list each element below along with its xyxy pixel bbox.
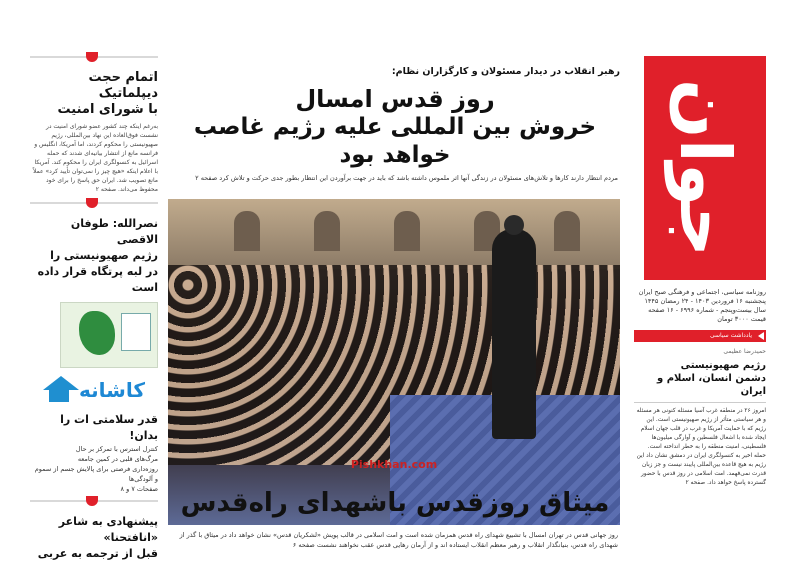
house-icon	[39, 376, 79, 404]
main-photo[interactable]	[168, 199, 620, 525]
left-story-poet[interactable]	[30, 500, 158, 562]
arrow-icon	[758, 332, 764, 340]
section-bar	[634, 330, 766, 342]
watermark-site: Pishkhan.com	[350, 458, 438, 471]
list-item: مرگ‌های قلبی در کمین جامعه	[77, 455, 158, 463]
author-name: حمیدرضا عظیمی	[723, 348, 766, 355]
editorial-body: امروز ۲۶ در منطقه غرب آسیا مسئله کنونی هر مسئله و هر سیاستی متأثر از رژیم صهیونیستی است. این رژیم که با حمایت آمریکا و غرب در قلب جهان اسلام ایجاد شده با اشغال فلسطین و آوارگی میلیون‌ها فلسطینی، امنیت منطقه را به خطر انداخته است. حمله اخیر به کنسولگری ایران در دمشق نشان داد این رژیم به هیچ قاعده بین‌المللی پایبند نیست و جز زبان قدرت نمی‌فهمد. امت اسلامی در روز قدس با حضور گسترده پاسخ خواهد داد. صفحه ۲	[636, 408, 766, 486]
logo-thumbnail	[121, 313, 151, 351]
issue-info	[634, 288, 766, 324]
story-headline: قبل از ترجمه به عربی	[37, 547, 158, 560]
bottom-lead: روز جهانی قدس در تهران امسال با تشییع شهدای راه قدس همزمان شده است و امت اسلامی در قالب پویش «لشکریان قدس» نشان خواهد داد در میثاق با گذر از شهدای راه قدس، بنیانگذار انقلاب و رهبر معظم انقلاب ایستاده اند و از آرمان رهایی قدس عقب نخواهند نشست صفحه ۶	[179, 531, 618, 549]
editorial-headline[interactable]: رژیم صهیونیستی	[680, 360, 766, 371]
bottom-headline[interactable]: میثاق روزقدس باشهدای راه‌قدس	[180, 488, 610, 518]
story-headline: پیشنهادی به شاعر «انافتحنا»	[58, 515, 158, 544]
masthead[interactable]	[644, 56, 766, 280]
supplement-thumbnail[interactable]	[60, 302, 158, 368]
story-headline: اتمام حجت دیپلماتیک	[88, 70, 158, 101]
issue-line: قیمت ۳۰۰۰ تومان	[717, 315, 766, 323]
watermark	[334, 458, 454, 471]
photo-arch	[554, 211, 580, 251]
photo-arch	[234, 211, 260, 251]
left-column	[30, 56, 158, 570]
supra-headline: رهبر انقلاب در دیدار مسئولان و کارگزاران نظام:	[391, 66, 620, 77]
story-body: به‌رغم اینکه چند کشور عضو شورای امنیت در نشست فوق‌العاده این نهاد بین‌المللی، رژیم صهیونیستی را محکوم کردند، اما آمریکا، انگلیس و فرانسه مانع از انتشار بیانیه‌ای شدند که حمله اسرائیل به کنسولگری ایران را محکوم کند. آمریکا با اعلام اینکه «هیچ چیز را نمی‌توان تأیید کرد» عملاً مانع تصویب شد. ایران حق پاسخ را برای خود محفوظ می‌داند. صفحه ۲	[32, 123, 158, 193]
left-story-diplomatic[interactable]	[30, 56, 158, 194]
list-item: صفحات ۷ و ۸	[120, 485, 158, 493]
left-story-health[interactable]	[30, 404, 158, 494]
newspaper-logo: جوان	[664, 78, 746, 258]
story-headline: رژیم صهیونیستی را	[50, 249, 158, 262]
main-headline[interactable]: روز قدس امسال	[295, 85, 495, 113]
photo-arch	[314, 211, 340, 251]
kashaneh-title: کاشانه	[79, 378, 145, 402]
list-item: کنترل استرس با تمرکز بر حال	[75, 445, 158, 453]
photo-speaker	[492, 229, 536, 439]
story-headline: با شورای امنیت	[57, 102, 158, 117]
red-badge-icon	[86, 496, 98, 506]
section-label: یادداشت سیاسی	[709, 332, 752, 339]
story-headline: در لبه پرتگاه قرار داده است	[37, 265, 158, 294]
list-item: روزه‌داری فرصتی برای پالایش جسم از سموم و آلودگی‌ها	[34, 465, 158, 483]
story-headline: قدر سلامتی ات را بدان!	[60, 413, 158, 442]
editorial-headline[interactable]: دشمن انسان، اسلام و ایران	[657, 373, 766, 397]
story-headline: نصرالله: طوفان الاقصی	[70, 217, 158, 246]
main-headline-sub[interactable]: خروش بین المللی علیه رژیم غاصب خواهد بود	[193, 114, 597, 168]
photo-arch	[394, 211, 420, 251]
kashaneh-supplement-logo[interactable]	[30, 376, 158, 404]
issue-line: سال بیست‌وپنجم - شماره ۶۹۹۶ - ۱۶ صفحه	[648, 306, 766, 314]
main-lead: مردم انتظار دارند کارها و تلاش‌های مسئولان در زندگی آنها اثر ملموس داشته باشد که باید در جهت برآوردن این انتظار بطور جدی حرکت و تلاش کرد صفحه ۲	[195, 174, 618, 182]
right-column	[634, 56, 766, 570]
left-story-nasrallah[interactable]	[30, 202, 158, 368]
issue-line: روزنامه سیاسی، اجتماعی و فرهنگی صبح ایران	[638, 288, 766, 296]
map-graphic	[79, 311, 115, 355]
red-badge-icon	[86, 198, 98, 208]
divider	[634, 402, 766, 403]
red-badge-icon	[86, 52, 98, 62]
main-column	[164, 56, 626, 570]
issue-line: پنجشنبه ۱۶ فروردین ۱۴۰۳ - ۲۴ رمضان ۱۴۴۵	[644, 297, 766, 305]
